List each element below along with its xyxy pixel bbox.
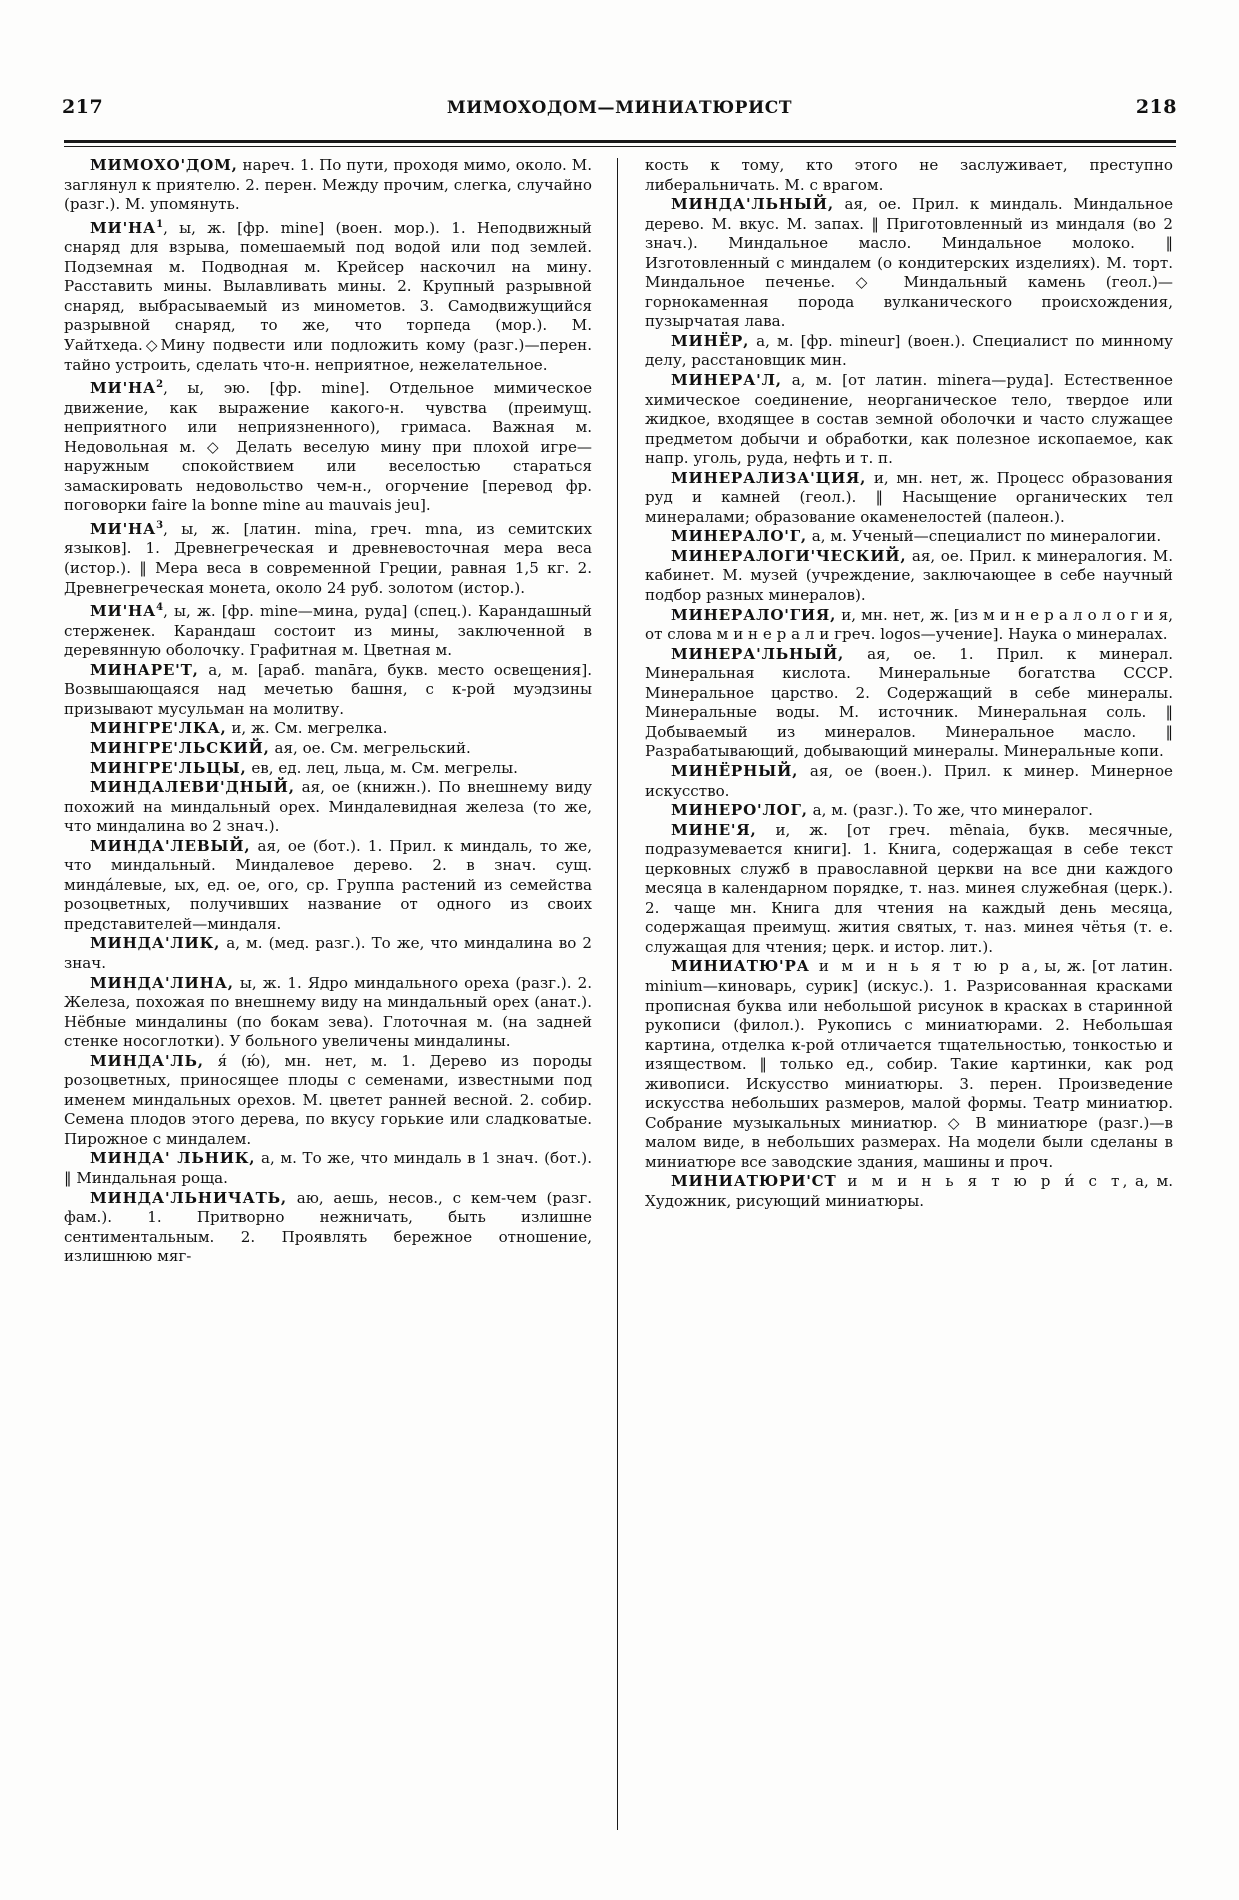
entry-body: , ы, ж. [фр. mine—мина, руда] (спец.). Карандашный стерженек. Карандаш состоит из мины, заключенной в деревянную оболочку. Графитная м. Цветная м. [64,602,592,660]
homograph-index: 4 [156,602,164,614]
headword: МИМОХО'ДОМ, [90,156,238,174]
headword: МИНДАЛЕВИ'ДНЫЙ, [90,778,295,797]
homograph-index: 2 [156,379,164,391]
headword: МИНЕРО'ЛОГ, [671,801,808,820]
headword: МИНЕРА'ЛЬНЫЙ, [671,644,845,663]
entry-body: ая, ое (бот.). 1. Прил. к миндаль, то же, что миндальный. Миндалевое дерево. 2. в знач. сущ. миндáлевые, ых, ед. ое, ого, ср. Группа растений из семейства розоцветных, получивших название от одного из своих представителей—миндаля. [64,836,592,933]
entry-body: а, м. То же, что миндаль в 1 знач. (бот.). ‖ Миндальная роща. [64,1149,592,1188]
dictionary-entry [645,606,1173,645]
dictionary-entry [645,371,1173,469]
column-left [64,156,606,1856]
headword: МИНЕРАЛО'Г, [671,527,807,546]
column-right [631,156,1173,1856]
headword: МИНАРЕ'Т, [90,660,199,679]
entry-body: и, мн. нет, ж. Процесс образования руд и камней (геол.). ‖ Насыщение органических тел минералами; образование окаменелостей (палеон.). [645,468,1173,526]
header-rule [64,140,1176,147]
folio-left: 217 [62,96,104,118]
dictionary-entry [64,974,592,1052]
running-head [62,96,1177,126]
headword: МИНДА'ЛЬ, [90,1051,204,1070]
entry-body: и, мн. нет, ж. [из м и н е р а л о л о г и я, от слова м и н е р а л и греч. logos—учение]. Наука о минералах. [645,605,1173,644]
headword: МИНЕРАЛО'ГИЯ, [671,605,837,624]
dictionary-entry [64,719,592,739]
entry-body: , ы, ж. [от латин. minium—киноварь, сурик] (искус.). 1. Разрисованная красками прописная буква или небольшой рисунок в красках в старинной рукописи (филол.). Рукопись с миниатюрами. 2. Небольшая картина, отделка к-рой отличается тщательностью, тонкостью и изяществом. ‖ только ед., собир. Такие картинки, как род живописи. Искусство миниатюры. 3. перен. Произведение искусства небольших размеров, малой формы. Театр миниатюр. Собрание музыкальных миниатюр. ◇ В миниатюре (разг.)—в малом виде, в небольших размерах. На модели были сделаны в миниатюре все заводские здания, машины и проч. [645,957,1173,1171]
entry-body: и, ж. [от греч. mēnaia, букв. месячные, подразумевается книги]. 1. Книга, содержащая в себе текст церковных служб в православной церкви на все дни каждого месяца в календарном порядке, т. наз. минея служебная (церк.). 2. чаще мн. Книга для чтения на каждый день месяца, содержащая преимущ. жития святых, т. наз. минея чётья (т. е. служащая для чтения; церк. и истор. лит.). [645,820,1173,956]
entry-continuation: кость к тому, кто этого не заслуживает, преступно либеральничать. М. с врагом. [645,156,1173,194]
dictionary-entry [64,778,592,837]
dictionary-entry [645,645,1173,762]
entry-body: а, м. [араб. manāra, букв. место освещения]. Возвышающаяся над мечетью башня, с к-рой муэдзины призывают мусульман на молитву. [64,660,592,718]
headword: МИНЕРА'Л, [671,371,782,390]
headword: МИНИАТЮРИ'СТ [671,1172,837,1191]
headword: МИНДА'ЛЕВЫЙ, [90,836,251,855]
entry-body: ая, ое. См. мегрельский. [269,738,471,757]
dictionary-entry [64,934,592,973]
headword: МИНЁРНЫЙ, [671,761,799,780]
headword: МИНИАТЮ'РА [671,957,810,976]
headword-variant: и м и н ь я т ю р и́ с т [836,1172,1123,1191]
entry-body: а, м. [фр. mineur] (воен.). Специалист по минному делу, расстановщик мин. [645,331,1173,370]
entry-body: ая, ое (воен.). Прил. к минер. Минерное искусство. [645,761,1173,800]
running-title: МИМОХОДОМ—МИНИАТЮРИСТ [446,98,793,118]
dictionary-entry [64,759,592,779]
headword: МИНГРЕ'ЛКА, [90,719,227,738]
entry-body: ая, ое. Прил. к миндаль. Миндальное дерево. М. вкус. М. запах. ‖ Приготовленный из миндаля (во 2 знач.). Миндальное масло. Миндальное молоко. ‖ Изготовленный с миндалем (о кондитерских изделиях). М. торт. Миндальное печенье. ◇ Миндальный камень (геол.)—горнокаменная порода вулканического происхождения, пузырчатая лава. [645,195,1173,331]
headword: МИНЕРАЛИЗА'ЦИЯ, [671,468,867,487]
dictionary-entry [645,332,1173,371]
folio-right: 218 [1135,96,1177,118]
entry-body: я́ (ю́), мн. нет, м. 1. Дерево из породы розоцветных, приносящее плоды с семенами, известными под именем миндальных орехов. М. цветет ранней весной. 2. собир. Семена плодов этого дерева, по вкусу горькие или сладковатые. Пирожное с миндалем. [64,1051,592,1148]
headword: МИНЕРАЛОГИ'ЧЕСКИЙ, [671,546,907,565]
entry-body: ая, ое. 1. Прил. к минерал. Минеральная кислота. Минеральные богатства СССР. Минеральное царство. 2. Содержащий в себе минералы. Минеральные воды. М. источник. Минеральная соль. ‖ Добываемый из минералов. Минеральное масло. ‖ Разрабатывающий, добывающий минералы. Минеральные копи. [645,644,1173,761]
headword: МИНДА' ЛЬНИК, [90,1149,256,1168]
entry-body: а, м. Ученый—специалист по минералогии. [806,527,1162,546]
entry-body: , ы, эю. [фр. mine]. Отдельное мимическое движение, как выражение какого-н. чувства (преимущ. неприятного или неприязненного), гримаса. Важная м. Недовольная м. ◇ Делать веселую мину при плохой игре—наружным спокойствием или веселостью стараться замаскировать недовольство чем-н., огорчение [перевод фр. поговорки faire la bonne mine au mauvais jeu]. [64,379,592,515]
dictionary-entry [645,469,1173,528]
headword: МИНГРЕ'ЛЬСКИЙ, [90,738,270,757]
entry-body: , а, м. Художник, рисующий миниатюры. [645,1172,1173,1210]
dictionary-entry [645,527,1173,547]
entry-body: ы, ж. 1. Ядро миндального ореха (разг.). 2. Железа, похожая по внешнему виду на миндальный орех (анат.). Нёбные миндалины (по бокам зева). Глоточная м. (на задней стенке носоглотки). У больного увеличены миндалины. [64,973,592,1051]
dictionary-entry [645,821,1173,958]
entry-body: ев, ед. лец, льца, м. См. мегрелы. [246,758,518,777]
dictionary-entry [64,375,592,516]
entry-body: и, ж. См. мегрелка. [226,719,388,738]
entry-body: а, м. (разг.). То же, что минералог. [807,801,1093,820]
dictionary-entry [64,598,592,661]
headword: МИ'НА [90,519,157,538]
dictionary-entry [645,547,1173,606]
headword: МИНЕ'Я, [671,820,757,839]
dictionary-entry [64,661,592,720]
dictionary-entry [645,762,1173,801]
homograph-index: 3 [156,519,164,531]
homograph-index: 1 [156,218,164,230]
dictionary-entry [64,1052,592,1150]
dictionary-entry [64,156,592,215]
dictionary-entry [64,1189,592,1267]
headword: МИ'НА [90,379,157,398]
dictionary-entry [64,516,592,598]
headword: МИНДА'ЛИНА, [90,973,234,992]
dictionary-entry [64,739,592,759]
entry-body: ая, ое (книжн.). По внешнему виду похожий на миндальный орех. Миндалевидная железа (то же, что миндалина во 2 знач.). [64,778,592,836]
dictionary-entry [645,1172,1173,1211]
column-divider [617,158,620,1830]
entry-body: , ы, ж. [латин. mina, греч. mna, из семитских языков]. 1. Древнегреческая и древневосточная мера веса (истор.). ‖ Мера веса в современной Греции, равная 1,5 кг. 2. Древнегреческая монета, около 24 руб. золотом (истор.). [64,519,592,597]
entry-body: ая, ое. Прил. к минералогия. М. кабинет. М. музей (учреждение, заключающее в себе научный подбор разных минералов). [645,546,1173,605]
dictionary-entry [64,1149,592,1188]
entry-body: а, м. [от латин. minera—руда]. Естественное химическое соединение, неорганическое тело, твердое или жидкое, входящее в состав земной оболочки и часто служащее предметом добычи и обработки, как полезное ископаемое, как напр. уголь, руда, нефть и т. п. [645,371,1173,468]
text-columns [64,156,1176,1856]
entry-body: , ы, ж. [фр. mine] (воен. мор.). 1. Неподвижный снаряд для взрыва, помешаемый под водой или под землей. Подземная м. Подводная м. Крейсер наскочил на мину. Расставить мины. Вылавливать мины. 2. Крупный разрывной снаряд, выбрасываемый из минометов. 3. Самодвижущийся разрывной снаряд, то же, что торпеда (мор.). М. Уайтхеда.◇Мину подвести или подложить кому (разг.)—перен. тайно устроить, сделать что-н. неприятное, нежелательное. [64,218,592,374]
dictionary-entry [64,837,592,935]
dictionary-entry [645,957,1173,1172]
headword: МИ'НА [90,602,157,621]
headword: МИ'НА [90,218,157,237]
headword: МИНГРЕ'ЛЬЦЫ, [90,758,247,777]
headword: МИНДА'ЛЬНЫЙ, [671,195,834,214]
entry-body: а, м. (мед. разг.). То же, что миндалина во 2 знач. [64,934,592,972]
dictionary-entry [645,195,1173,332]
headword: МИНЁР, [671,331,750,350]
headword: МИНДА'ЛИК, [90,934,221,953]
entry-body: нареч. 1. По пути, проходя мимо, около. М. заглянул к приятелю. 2. перен. Между прочим, слегка, случайно (разг.). М. упомянуть. [64,156,592,214]
headword: МИНДА'ЛЬНИЧАТЬ, [90,1188,287,1207]
dictionary-entry [64,215,592,375]
dictionary-entry [645,801,1173,821]
entry-body: аю, аешь, несов., с кем-чем (разг. фам.). 1. Притворно нежничать, быть излишне сентиментальным. 2. Проявлять бережное отношение, излишнюю мяг- [64,1188,592,1266]
headword-variant: и м и н ь я т ю р а [809,957,1034,976]
